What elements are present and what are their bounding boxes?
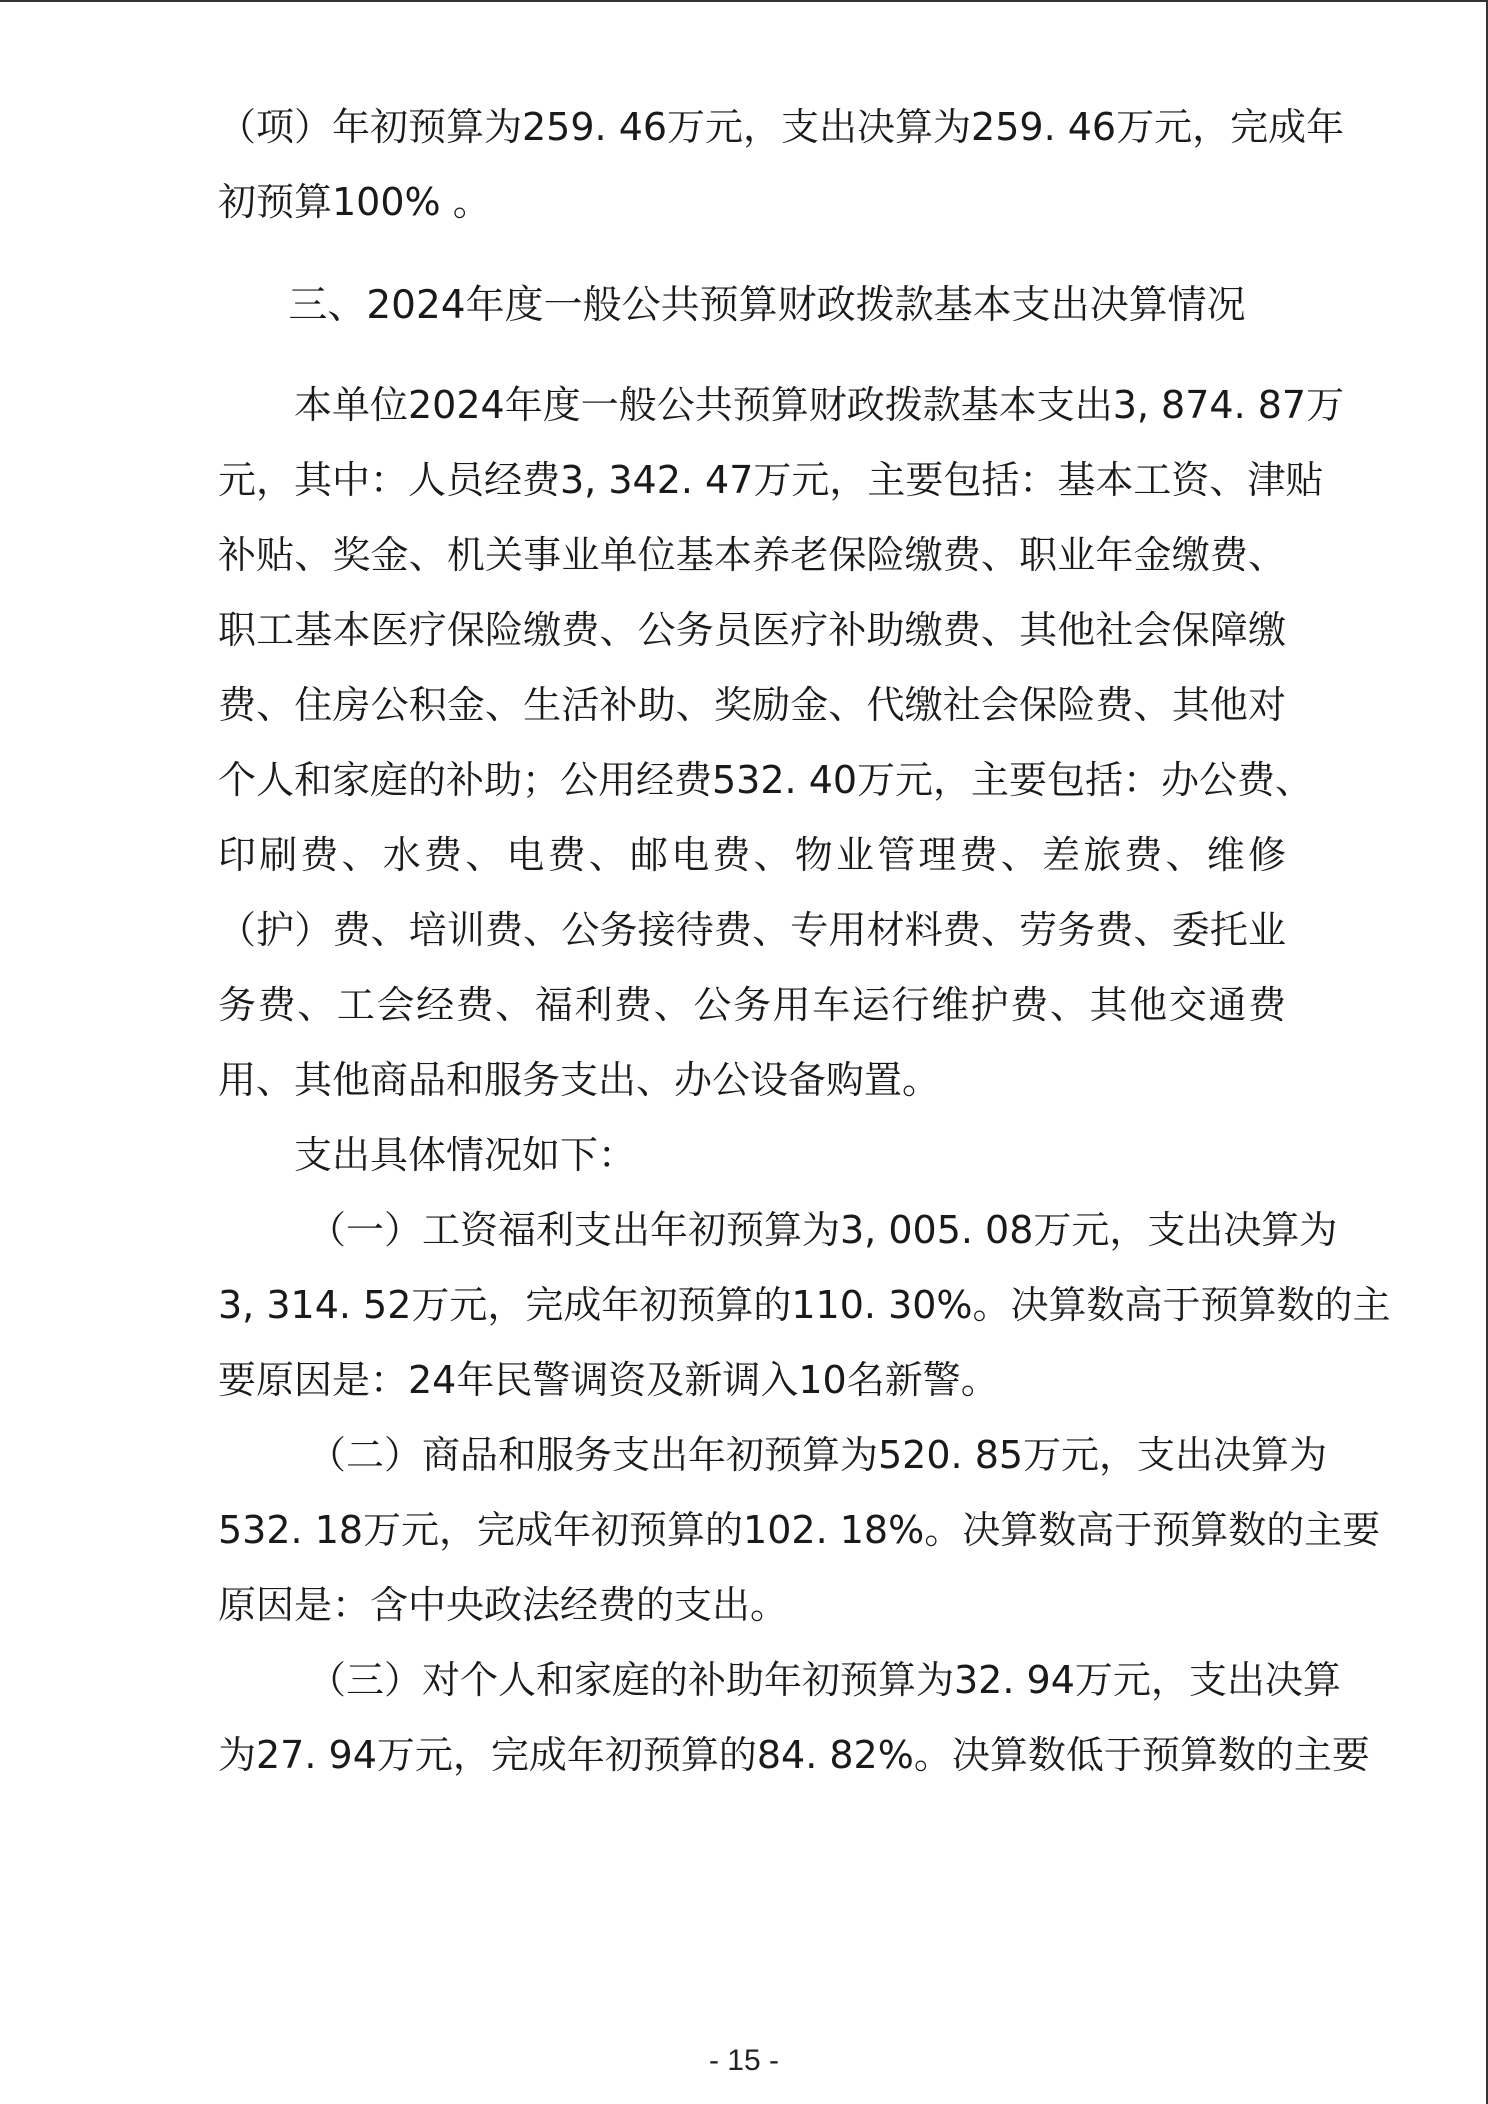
paragraph-2-line-3: 补贴、奖金、机关事业单位基本养老保险缴费、职业年金缴费、 xyxy=(218,533,1286,577)
paragraph-2-line-9: 务费、工会经费、福利费、公务用车运行维护费、其他交通费 xyxy=(218,983,1286,1027)
paragraph-2-line-7: 印刷费、水费、电费、邮电费、物业管理费、差旅费、维修 xyxy=(218,833,1286,877)
paragraph-2-line-6: 个人和家庭的补助；公用经费532. 40万元，主要包括：办公费、 xyxy=(218,758,1314,802)
paragraph-3-line-1: 支出具体情况如下： xyxy=(294,1133,637,1177)
paragraph-1-line-2: 初预算100% 。 xyxy=(218,180,491,224)
paragraph-4-line-1: （一）工资福利支出年初预算为3, 005. 08万元，支出决算为 xyxy=(308,1208,1338,1252)
paragraph-6-line-1: （三）对个人和家庭的补助年初预算为32. 94万元，支出决算 xyxy=(308,1658,1341,1702)
paragraph-4-line-2: 3, 314. 52万元，完成年初预算的110. 30%。决算数高于预算数的主 xyxy=(218,1283,1391,1327)
paragraph-2-line-8: （护）费、培训费、公务接待费、专用材料费、劳务费、委托业 xyxy=(218,908,1286,952)
top-border-line xyxy=(0,0,1488,2)
paragraph-1-line-1: （项）年初预算为259. 46万元，支出决算为259. 46万元，完成年 xyxy=(218,105,1345,149)
paragraph-4-line-3: 要原因是：24年民警调资及新调入10名新警。 xyxy=(218,1358,999,1402)
document-page-body xyxy=(218,90,1391,1793)
page-number: - 15 - xyxy=(708,2044,780,2077)
paragraph-5-line-1: （二）商品和服务支出年初预算为520. 85万元，支出决算为 xyxy=(308,1433,1328,1477)
paragraph-5-line-2: 532. 18万元，完成年初预算的102. 18%。决算数高于预算数的主要 xyxy=(218,1508,1381,1552)
paragraph-2-line-5: 费、住房公积金、生活补助、奖励金、代缴社会保险费、其他对 xyxy=(218,683,1286,727)
section-heading: 三、2024年度一般公共预算财政拨款基本支出决算情况 xyxy=(288,283,1246,328)
paragraph-5-line-3: 原因是：含中央政法经费的支出。 xyxy=(218,1583,789,1627)
paragraph-2-line-10: 用、其他商品和服务支出、办公设备购置。 xyxy=(218,1058,941,1102)
paragraph-6-line-2: 为27. 94万元，完成年初预算的84. 82%。决算数低于预算数的主要 xyxy=(218,1733,1370,1777)
paragraph-2-line-1: 本单位2024年度一般公共预算财政拨款基本支出3, 874. 87万 xyxy=(294,383,1345,427)
paragraph-2-line-2: 元，其中：人员经费3, 342. 47万元，主要包括：基本工资、津贴 xyxy=(218,458,1324,502)
paragraph-2-line-4: 职工基本医疗保险缴费、公务员医疗补助缴费、其他社会保障缴 xyxy=(218,608,1286,652)
